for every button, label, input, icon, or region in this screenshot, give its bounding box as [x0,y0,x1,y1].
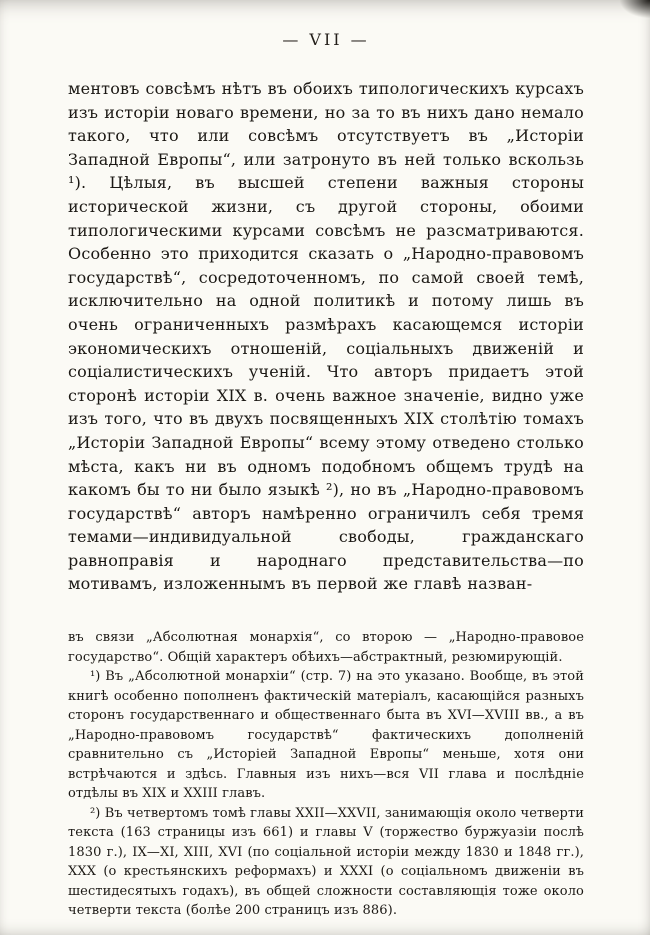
footnotes-section [68,628,584,921]
footnote-1: ¹) Въ „Абсолютной монархіи“ (стр. 7) на это указано. Вообще, въ этой книгѣ особенно пополненъ фактическій матеріалъ, касающійся разныхъ сторонъ государственнаго и общественнаго быта въ XVI—XVIII вв., а въ „Народно-правовомъ государствѣ“ фактическихъ дополненій сравнительно съ „Исторіей Западной Европы“ меньше, хотя они встрѣчаются и здѣсь. Главныя изъ нихъ—вся VII глава и послѣдніе отдѣлы въ XIX и XXIII главъ. [68,669,584,802]
footnote-continuation: въ связи „Абсолютная монархія“, со второю — „Народно-правовое государство“. Общій характеръ обѣихъ—абстрактный, резюмирующій. [68,630,584,665]
page-body [68,77,584,596]
page-header [68,30,584,49]
main-paragraph: ментовъ совсѣмъ нѣтъ въ обоихъ типологическихъ курсахъ изъ исторіи новаго времени, но за то въ нихъ дано немало такого, что или совсѣмъ отсутствуетъ въ „Исторіи Западной Европы“, или затронуто въ ней только вскользь ¹). Цѣлыя, въ высшей степени важныя стороны исторической жизни, съ другой стороны, обоими типологическими курсами совсѣмъ не разсматриваются. Особенно это приходится сказать о „Народно-правовомъ государствѣ“, сосредоточенномъ, по самой своей темѣ, исключительно на одной политикѣ и потому лишь въ очень ограниченныхъ размѣрахъ касающемся исторіи экономическихъ отношеній, соціальныхъ движеній и соціалистическихъ ученій. Что авторъ придаетъ этой сторонѣ исторіи XIX в. очень важное значеніе, видно уже изъ того, что въ двухъ посвященныхъ XIX столѣтію томахъ „Исторіи Западной Европы“ всему этому отведено столько мѣста, какъ ни въ одномъ подобномъ общемъ трудѣ на какомъ бы то ни было языкѣ ²), но въ „Народно-правовомъ государствѣ“ авторъ намѣренно ограничилъ себя тремя темами—индивидуальной свободы, гражданскаго равноправія и народнаго представительства—по мотивамъ, изложеннымъ въ первой же главѣ назван- [68,79,584,594]
page-number: — VII — [282,30,370,49]
scan-corner-artifact [620,0,650,18]
footnote-2: ²) Въ четвертомъ томѣ главы XXII—XXVII, занимающія около четверти текста (163 страницы изъ 661) и главы V (торжество буржуазіи послѣ 1830 г.), IX—XI, XIII, XVI (по соціальной исторіи между 1830 и 1848 гг.), XXX (о крестьянскихъ реформахъ) и XXXI (о соціальномъ движеніи въ шестидесятыхъ годахъ), въ общей сложности составляющія тоже около четверти текста (болѣе 200 страницъ изъ 886). [68,805,584,919]
